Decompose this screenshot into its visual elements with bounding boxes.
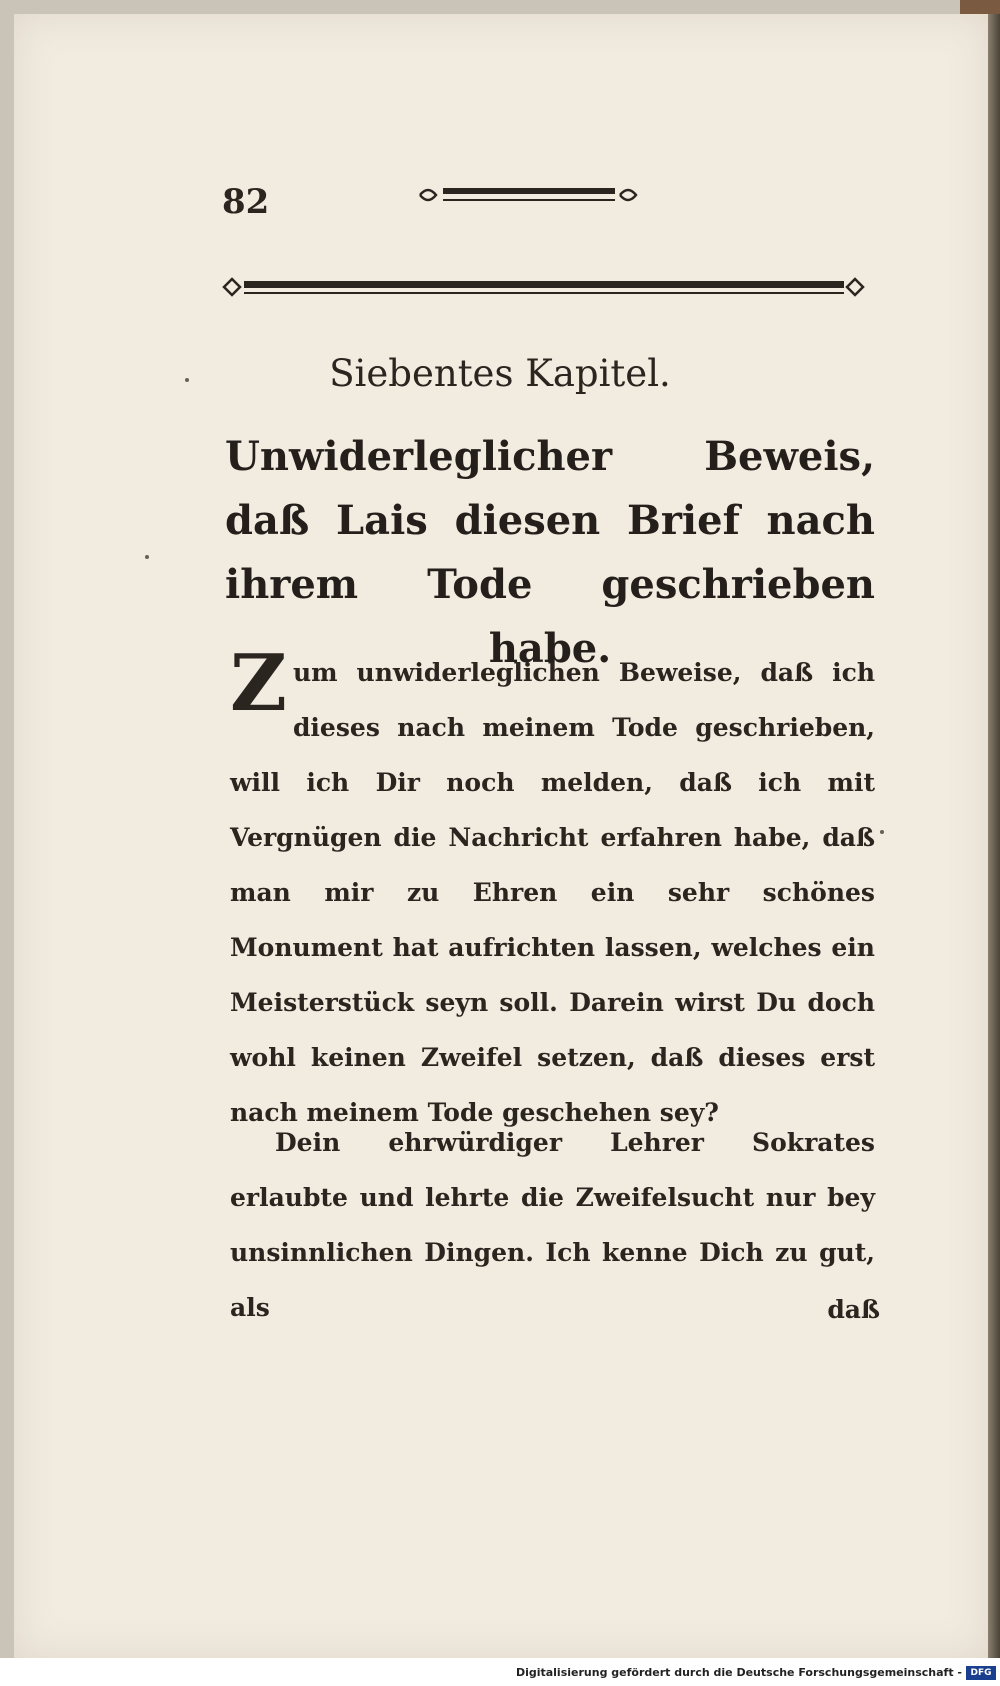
chapter-title: Unwiderleglicher Beweis, daß Lais diesen Brief nach ihrem Tode geschrieben habe. — [225, 433, 875, 672]
page-number: 82 — [222, 182, 270, 222]
header-ornament — [415, 180, 645, 210]
footer-credit: Digitalisierung gefördert durch die Deutsche Forschungsgemeinschaft - — [515, 1666, 962, 1679]
dfg-logo-icon: DFG — [966, 1666, 996, 1680]
drop-cap: Z — [230, 638, 287, 729]
paragraph-1-text: um unwiderleglichen Beweise, daß ich dieses nach meinem Tode geschrieben, will ich Dir noch melden, daß ich mit Vergnügen die Nachricht erfahren habe, daß man mir zu Ehren ein sehr schönes Monument hat aufrichten lassen, welches ein Meisterstück seyn soll. Darein wirst Du doch wohl keinen Zweifel setzen, daß dieses erst nach meinem Tode geschehen sey? — [230, 658, 875, 1127]
paragraph-2: Dein ehrwürdiger Lehrer Sokrates erlaubte und lehrte die Zweifelsucht nur bey unsinnlichen Dingen. Ich kenne Dich zu gut, als — [230, 1128, 875, 1322]
book-cover-edge — [960, 0, 1000, 14]
chapter-divider-rule — [222, 272, 867, 302]
paper-speck — [185, 378, 189, 382]
chapter-heading: Siebentes Kapitel. — [329, 352, 671, 395]
catchword: daß — [827, 1295, 880, 1324]
paper-speck — [145, 555, 149, 559]
paper-speck — [880, 830, 884, 834]
paragraph-1 — [230, 638, 875, 1140]
book-spine — [988, 0, 1000, 1686]
